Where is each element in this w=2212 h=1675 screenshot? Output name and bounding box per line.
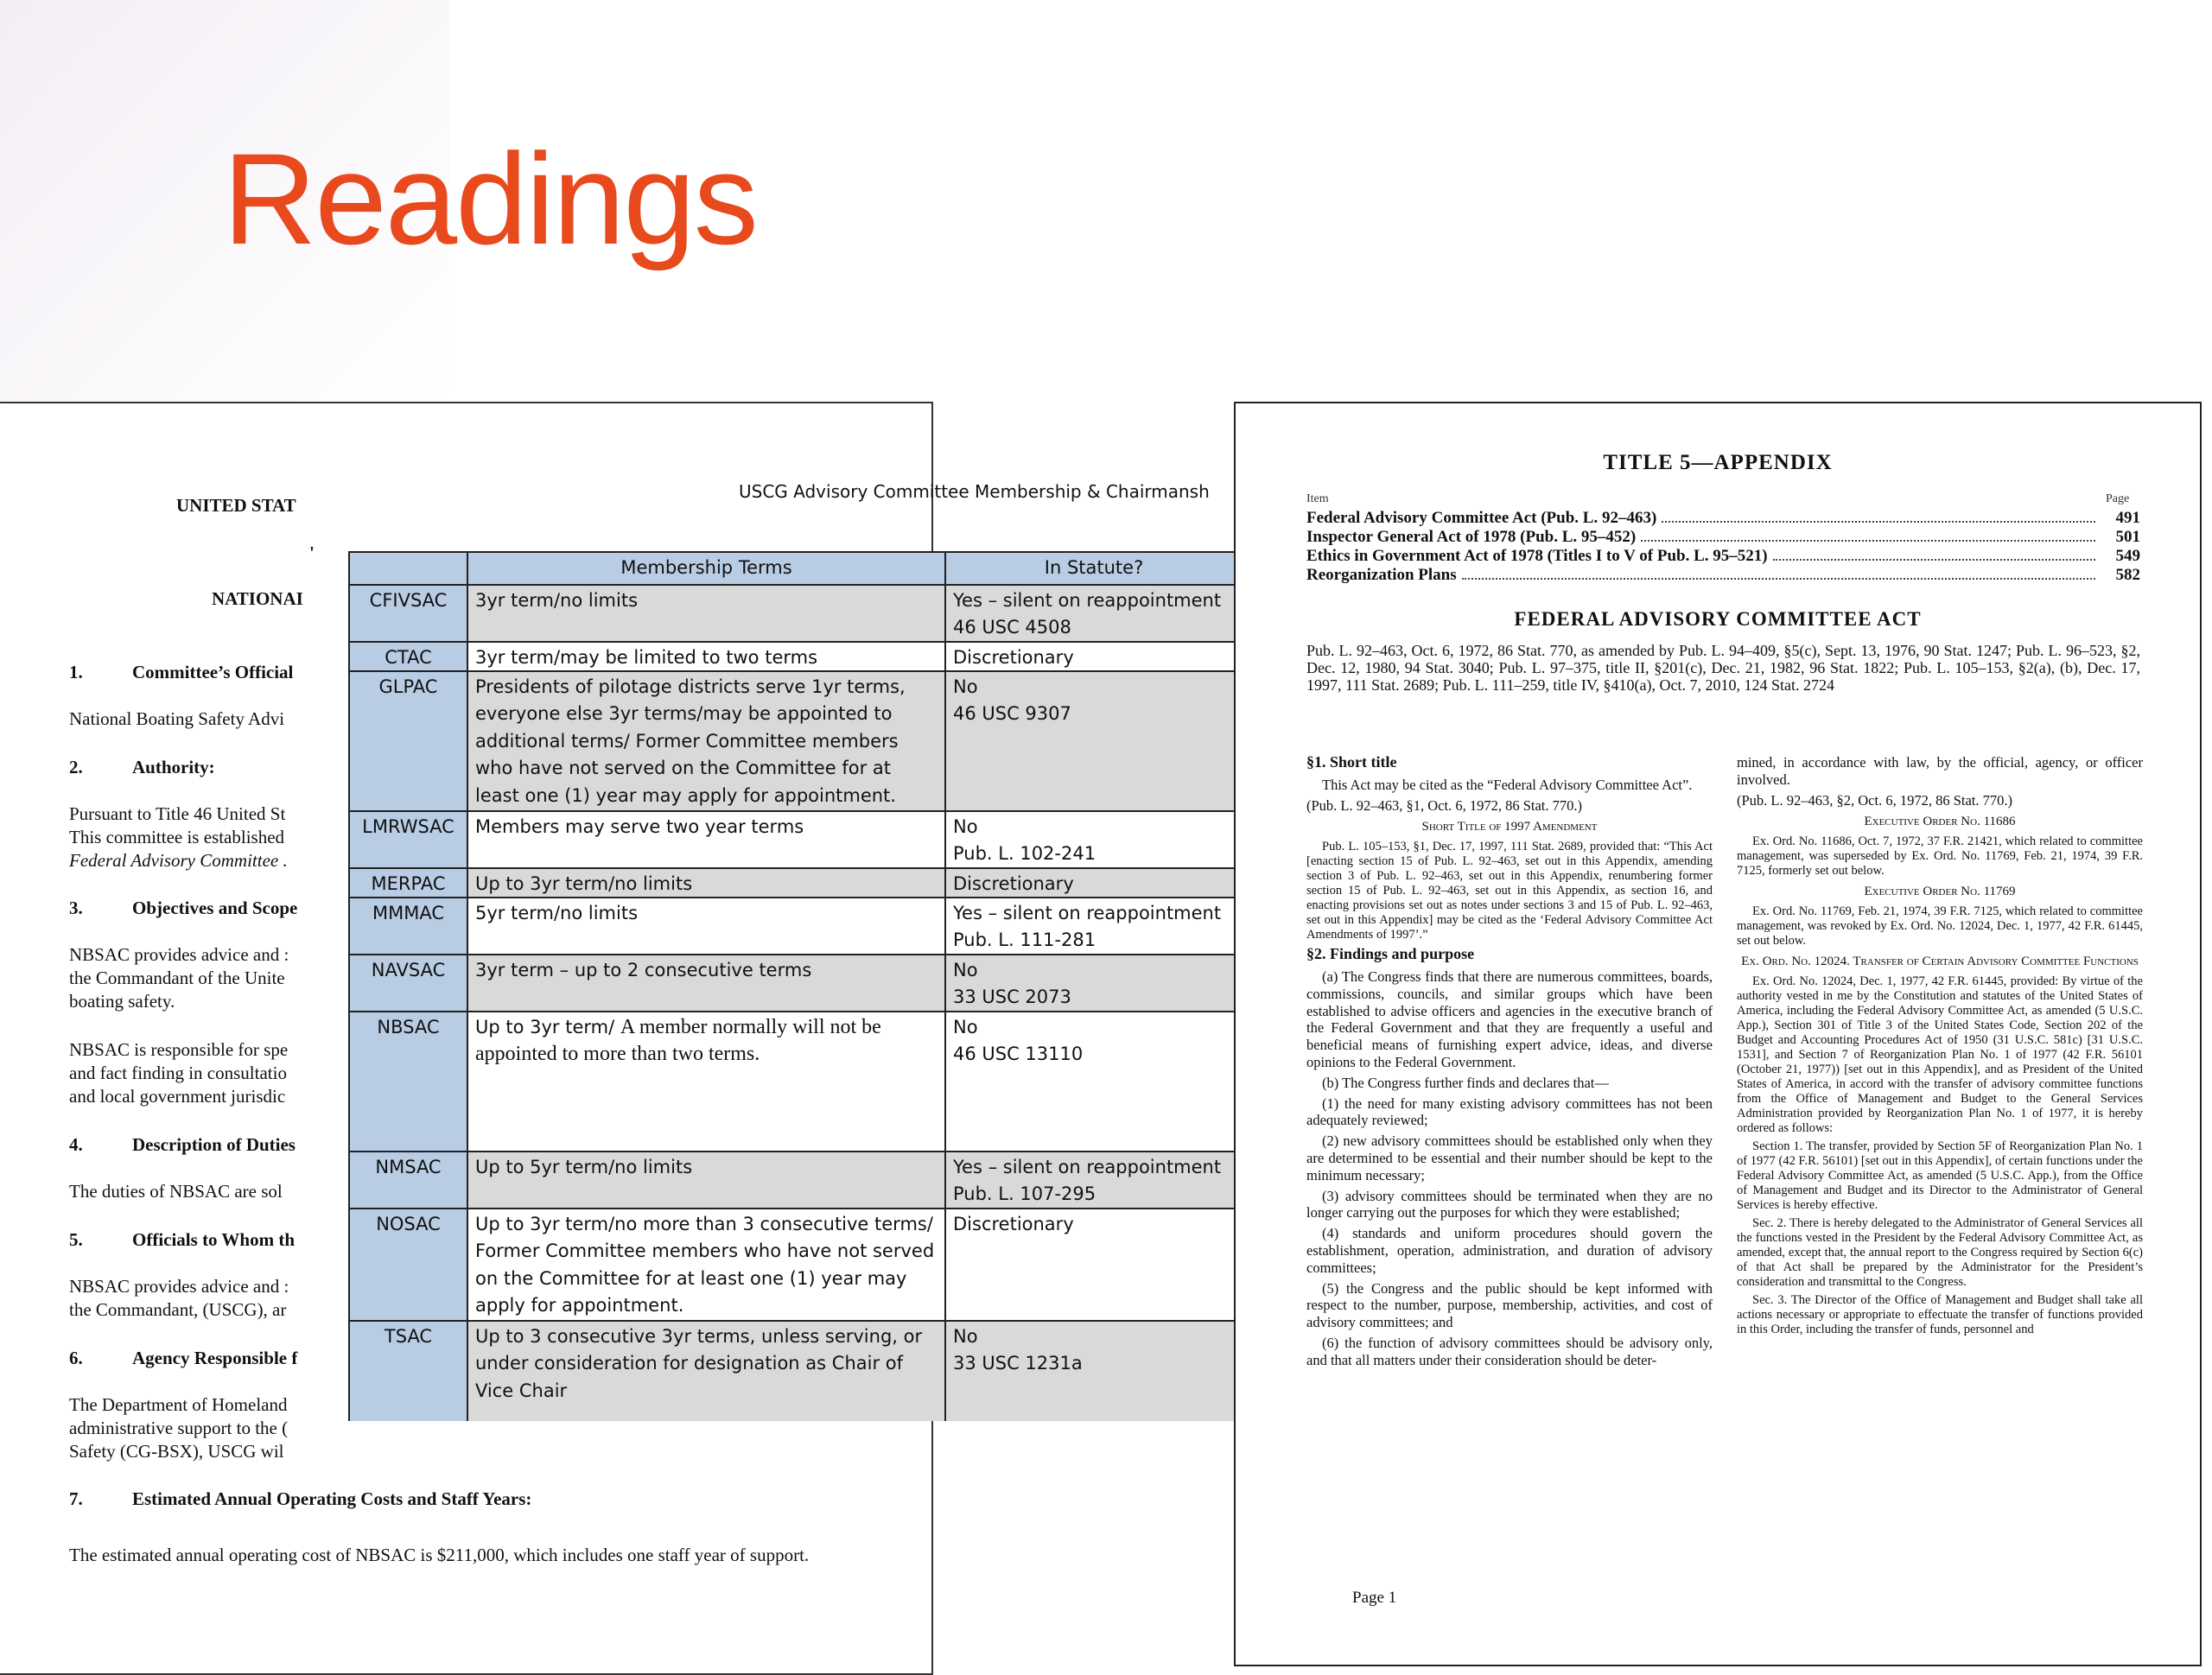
terms-cell: 3yr term – up to 2 consecutive terms xyxy=(468,955,946,1011)
section-heading: Objectives and Scope xyxy=(132,898,298,918)
terms-cell: 3yr term/no limits xyxy=(468,586,946,641)
statute-cell xyxy=(946,643,1242,670)
statute-text: Yes – silent on reappointment xyxy=(953,589,1222,611)
note-text: Ex. Ord. No. 11769, Feb. 21, 1974, 39 F.R. 7125, which related to committee management, was revoked by Ex. Ord. No. 12024, Dec. 1, 1977, 42 F.R. 61445, set out below. xyxy=(1737,904,2143,948)
section-text: administrative support to the ( xyxy=(69,1418,289,1438)
paragraph: (5) the Congress and the public should be kept informed with respect to the number, purpose, membership, activities, and cost of advisory committees; and xyxy=(1306,1279,1713,1331)
charter-header-mark: ' xyxy=(309,542,315,563)
section-heading: §2. Findings and purpose xyxy=(1306,945,1475,963)
table-row xyxy=(350,812,1242,869)
statute-text: No xyxy=(953,959,978,980)
toc-row xyxy=(1306,547,2140,566)
statute-citation: 46 USC 13110 xyxy=(953,1044,1084,1064)
committee-cell: GLPAC xyxy=(350,672,468,810)
toc-entry: Inspector General Act of 1978 (Pub. L. 95–452) xyxy=(1306,528,1637,546)
statute-text: No xyxy=(953,815,978,837)
toc-page-number: 491 xyxy=(2115,509,2140,527)
statute-cell xyxy=(946,672,1242,810)
table-row xyxy=(350,1322,1242,1422)
section-heading: Agency Responsible f xyxy=(132,1348,298,1368)
section-text: NBSAC is responsible for spe xyxy=(69,1039,289,1060)
page-footer: Page 1 xyxy=(1352,1589,1397,1607)
section-text: boating safety. xyxy=(69,991,175,1012)
table-header-cell: In Statute? xyxy=(946,553,1242,584)
section-heading: §1. Short title xyxy=(1306,754,1397,771)
toc-leader xyxy=(1773,547,2095,561)
citation: (Pub. L. 92–463, §1, Oct. 6, 1972, 86 Stat. 770.) xyxy=(1306,796,1582,814)
note-text: Sec. 3. The Director of the Office of Management and Budget shall take all actions necessary or appropriate to effectuate the transfer of functions provided in this Order, including the transfer of funds, personnel and xyxy=(1737,1292,2143,1336)
terms-cell: Up to 3yr term/no limits xyxy=(468,869,946,897)
statute-cell xyxy=(946,1209,1242,1320)
appendix-title: TITLE 5—APPENDIX xyxy=(1603,451,1833,474)
paragraph: (4) standards and uniform procedures should govern the establishment, operation, administration, and duration of advisory committees; xyxy=(1306,1225,1713,1276)
statute-citation: 33 USC 1231a xyxy=(953,1353,1083,1374)
statute-cell xyxy=(946,869,1242,897)
terms-cell: Members may serve two year terms xyxy=(468,812,946,867)
section-number: 5. xyxy=(69,1229,83,1250)
section-number: 7. xyxy=(69,1488,83,1509)
section-number: 1. xyxy=(69,662,83,682)
toc-entry: Reorganization Plans xyxy=(1306,566,1457,584)
statute-cell xyxy=(946,586,1242,641)
paragraph: (1) the need for many existing advisory committees has not been adequately reviewed; xyxy=(1306,1094,1713,1129)
citation: (Pub. L. 92–463, §2, Oct. 6, 1972, 86 Stat. 770.) xyxy=(1737,791,2012,809)
section-text: National Boating Safety Advi xyxy=(69,708,285,729)
statute-text: No xyxy=(953,1325,978,1347)
note-text: Sec. 2. There is hereby delegated to the Administrator of General Services all the functions vested in the President by the Federal Advisory Committee Act, as amended, except that, the annual report to the Congress required by Section 6(c) of that Act shall be prepared by the Administrator for the President’s consideration and transmittal to the Congress. xyxy=(1737,1215,2143,1289)
table-title: USCG Advisory Committee Membership & Chairmansh xyxy=(739,481,1210,502)
statute-text: Discretionary xyxy=(953,646,1074,668)
table-row xyxy=(350,869,1242,898)
section-heading: Committee’s Official xyxy=(132,662,294,682)
table-row xyxy=(350,1209,1242,1322)
table-of-contents xyxy=(1306,509,2140,585)
committee-cell: CFIVSAC xyxy=(350,586,468,641)
toc-entry: Ethics in Government Act of 1978 (Titles I to V of Pub. L. 95–521) xyxy=(1306,547,1768,565)
note-text: Pub. L. 105–153, §1, Dec. 17, 1997, 111 Stat. 2689, provided that: “This Act [enacting section 15 of Pub. L. 92–463, set out in this Appendix, amending section 3 of Pub. L. 92–463, set out in this Appendix, renumbering former section 15 of Pub. L. 92–463, set out in this Appendix, as section 16, and enacting provisions set out as notes under sections 3 and 15 of Pub. L. 92–463, set out in this Appendix] may be cited as the ‘Federal Advisory Committee Act Amendments of 1997’.” xyxy=(1306,840,1713,942)
section-text: This committee is established xyxy=(69,827,285,847)
table-row xyxy=(350,898,1242,955)
committee-cell: TSAC xyxy=(350,1322,468,1422)
section-number: 6. xyxy=(69,1348,83,1368)
statute-cell xyxy=(946,1012,1242,1151)
section-heading: Estimated Annual Operating Costs and Staff Years: xyxy=(132,1488,532,1509)
section-text: Federal Advisory Committee . xyxy=(69,850,288,871)
toc-page-label: Page xyxy=(2106,492,2130,505)
note-text: Ex. Ord. No. 11686, Oct. 7, 1972, 37 F.R. 21421, which related to committee management, was superseded by Ex. Ord. No. 11769, Feb. 21, 1974, 39 F.R. 7125, formerly set out below. xyxy=(1737,834,2143,879)
statute-citation: 46 USC 9307 xyxy=(953,703,1071,724)
statute-citation: Pub. L. 107-295 xyxy=(953,1183,1096,1204)
toc-leader xyxy=(1462,566,2095,580)
committee-cell: NMSAC xyxy=(350,1152,468,1208)
table-row xyxy=(350,1152,1242,1209)
statute-text: No xyxy=(953,676,978,697)
toc-leader xyxy=(1641,528,2095,542)
committee-cell: NOSAC xyxy=(350,1209,468,1320)
statute-citation: 33 USC 2073 xyxy=(953,987,1071,1007)
terms-cell: 3yr term/may be limited to two terms xyxy=(468,643,946,670)
section-text: Safety (CG-BSX), USCG wil xyxy=(69,1441,284,1462)
paragraph: (a) The Congress finds that there are numerous committees, boards, commissions, councils, and similar groups which have been established to advise officers and agencies in the executive branch of the Federal Government and that they are frequently a useful and beneficial means of furnishing expert advice, ideas, and diverse opinions to the Federal Government. xyxy=(1306,968,1713,1070)
note-heading: Short Title of 1997 Amendment xyxy=(1421,820,1598,834)
terms-text-serif: A member normally will not be appointed to more than two terms. xyxy=(475,1015,881,1065)
statute-cell xyxy=(946,1152,1242,1208)
terms-cell: Presidents of pilotage districts serve 1yr terms, everyone else 3yr terms/may be appointed to additional terms/ Former Committee members who have not served on the Committee for at least one (1) year may apply for appointment. xyxy=(468,672,946,810)
charter-header-line2: NATIONAI xyxy=(212,588,303,609)
section-text: the Commandant, (USCG), ar xyxy=(69,1299,287,1320)
act-heading: FEDERAL ADVISORY COMMITTEE ACT xyxy=(1514,608,1922,630)
appendix-document xyxy=(1234,402,2202,1666)
committee-cell: CTAC xyxy=(350,643,468,670)
table-row xyxy=(350,643,1242,672)
table-header-row xyxy=(350,553,1242,586)
section-number: 2. xyxy=(69,757,83,777)
statute-cell xyxy=(946,898,1242,954)
note-text: Ex. Ord. No. 12024, Dec. 1, 1977, 42 F.R. 61445, provided: By virtue of the authority vested in me by the Constitution and statutes of the United States of America, including the Federal Advisory Committee Act, as amended (5 U.S.C. App.), Section 301 of Title 3 of the United States Code, Section 202 of the Budget and Accounting Procedures Act of 1950 (31 U.S.C. 581c) [31 U.S.C. 1531], and Section 7 of Reorganization Plan No. 1 of 1977 (42 F.R. 56101 (October 21, 1977)) [set out in this Appendix], and as President of the United States of America, in accord with the transfer of advisory committee functions from the Office of Management and Budget to the General Services Administration provided by Reorganization Plan No. 1 of 1977, it is hereby ordered as follows: xyxy=(1737,974,2143,1135)
statute-citation: Pub. L. 102-241 xyxy=(953,843,1096,864)
section-text: NBSAC provides advice and : xyxy=(69,944,289,965)
terms-cell: Up to 5yr term/no limits xyxy=(468,1152,946,1208)
toc-row xyxy=(1306,528,2140,547)
section-heading: Authority: xyxy=(132,757,215,777)
committee-cell: MERPAC xyxy=(350,869,468,897)
slide-title: Readings xyxy=(223,126,757,271)
section-text: Pursuant to Title 46 United St xyxy=(69,803,286,824)
section-text: The duties of NBSAC are sol xyxy=(69,1181,283,1202)
section-number: 3. xyxy=(69,898,83,918)
committee-cell: LMRWSAC xyxy=(350,812,468,867)
table-row xyxy=(350,1012,1242,1152)
table-header-cell xyxy=(350,553,468,584)
table-row xyxy=(350,672,1242,812)
section-heading: Description of Duties xyxy=(132,1134,296,1155)
section-number: 4. xyxy=(69,1134,83,1155)
section-text: The Department of Homeland xyxy=(69,1394,288,1415)
toc-leader xyxy=(1662,509,2095,523)
paragraph: This Act may be cited as the “Federal Advisory Committee Act”. xyxy=(1322,776,1693,793)
toc-page-number: 549 xyxy=(2115,547,2140,565)
section-text: the Commandant of the Unite xyxy=(69,968,285,988)
section-text: and local government jurisdic xyxy=(69,1086,286,1107)
statute-text: Yes – silent on reappointment xyxy=(953,1156,1222,1177)
statute-citation: Pub. L. 111-281 xyxy=(953,929,1096,950)
section-heading: Officials to Whom th xyxy=(132,1229,296,1250)
paragraph: (3) advisory committees should be terminated when they are no longer carrying out the purposes for which they were established; xyxy=(1306,1187,1713,1221)
terms-cell: Up to 3yr term/no more than 3 consecutive terms/ Former Committee members who have not served on the Committee for at least one (1) year may apply for appointment. xyxy=(468,1209,946,1320)
statute-text: No xyxy=(953,1016,978,1037)
paragraph: (6) the function of advisory committees should be advisory only, and that all matters under their consideration should be deter- xyxy=(1306,1334,1713,1368)
appendix-left-column xyxy=(1306,754,1713,1566)
toc-entry: Federal Advisory Committee Act (Pub. L. 92–463) xyxy=(1306,509,1657,527)
note-heading: Executive Order No. 11686 xyxy=(1864,815,2016,829)
note-heading: Executive Order No. 11769 xyxy=(1864,885,2016,899)
terms-text: Up to 3yr term/ xyxy=(475,1016,615,1037)
membership-table xyxy=(348,551,1242,1421)
statute-text: Discretionary xyxy=(953,872,1074,894)
statute-text: Discretionary xyxy=(953,1213,1074,1234)
committee-cell: NAVSAC xyxy=(350,955,468,1011)
toc-page-number: 582 xyxy=(2115,566,2140,584)
terms-cell xyxy=(468,1012,946,1151)
paragraph: (b) The Congress further finds and declares that— xyxy=(1322,1074,1609,1091)
statute-text: Yes – silent on reappointment xyxy=(953,902,1222,923)
paragraph: mined, in accordance with law, by the official, agency, or officer involved. xyxy=(1737,754,2143,788)
section-text: and fact finding in consultatio xyxy=(69,1063,287,1083)
toc-item-label: Item xyxy=(1306,492,1329,505)
note-text: Section 1. The transfer, provided by Section 5F of Reorganization Plan No. 1 of 1977 (42 F.R. 56101) [set out in this Appendix], of certain functions under the Federal Advisory Committee Act, as amended (5 U.S.C. App.), from the Office of Management and Budget and its Director to the Administrator of General Services is hereby effective. xyxy=(1737,1139,2143,1212)
section-text: NBSAC provides advice and : xyxy=(69,1276,289,1297)
appendix-right-column xyxy=(1737,754,2143,1566)
committee-cell: NBSAC xyxy=(350,1012,468,1151)
toc-row xyxy=(1306,509,2140,528)
statute-cell xyxy=(946,1322,1242,1422)
terms-cell: 5yr term/no limits xyxy=(468,898,946,954)
toc-page-number: 501 xyxy=(2115,528,2140,546)
statute-cell xyxy=(946,955,1242,1011)
toc-row xyxy=(1306,566,2140,585)
table-header-cell: Membership Terms xyxy=(468,553,946,584)
paragraph: (2) new advisory committees should be established only when they are determined to be essential and their number should be kept to the minimum necessary; xyxy=(1306,1133,1713,1183)
charter-header-line1: UNITED STAT xyxy=(176,495,296,516)
terms-cell: Up to 3 consecutive 3yr terms, unless serving, or under consideration for designation as Chair of Vice Chair xyxy=(468,1322,946,1422)
statute-cell xyxy=(946,812,1242,867)
act-citation: Pub. L. 92–463, Oct. 6, 1972, 86 Stat. 770, as amended by Pub. L. 94–409, §5(c), Sept. 13, 1976, 90 Stat. 1247; Pub. L. 96–523, §2, Dec. 12, 1980, 94 Stat. 3040; Pub. L. 97–375, title II, §201(c), Dec. 21, 1982, 96 Stat. 1822; Pub. L. 105–153, §2(a), (b), Dec. 17, 1997, 111 Stat. 2689; Pub. L. 111–259, title IV, §410(a), Oct. 7, 2010, 124 Stat. 2724 xyxy=(1306,642,2140,694)
table-row xyxy=(350,586,1242,643)
note-heading: Ex. Ord. No. 12024. Transfer of Certain Advisory Committee Functions xyxy=(1741,954,2139,968)
table-row xyxy=(350,955,1242,1012)
statute-citation: 46 USC 4508 xyxy=(953,617,1071,638)
committee-cell: MMMAC xyxy=(350,898,468,954)
section-text: The estimated annual operating cost of NBSAC is $211,000, which includes one staff year of support. xyxy=(69,1545,810,1565)
